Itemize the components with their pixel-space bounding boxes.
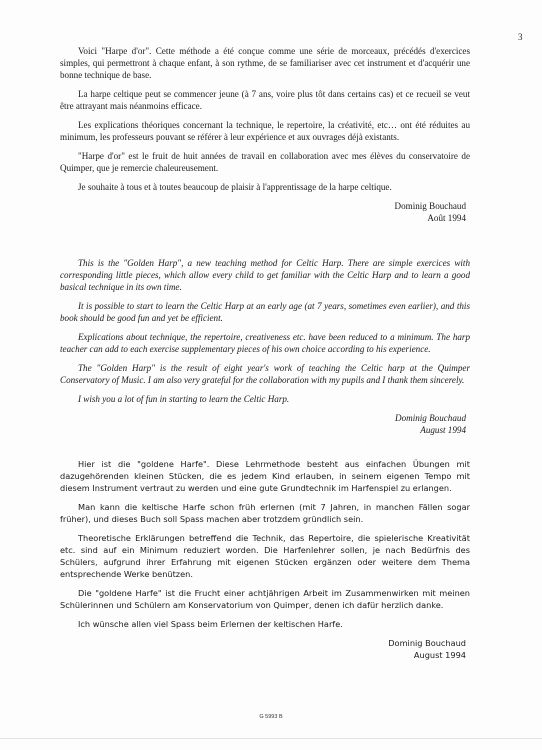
english-paragraph-2: It is possible to start to learn the Celtic Harp at an early age (at 7 years, sometimes even earlier), and this book should be good fun and yet be efficient. bbox=[60, 301, 470, 323]
english-paragraph-4: The "Golden Harp" is the result of eight year's work of teaching the Celtic harp at the Quimper Conservatory of Music. I am also very grateful for the collaboration with my pupils and I thank them sincerely. bbox=[60, 363, 470, 385]
english-signature-name: Dominig Bouchaud bbox=[395, 413, 466, 423]
german-paragraph-4: Die "goldene Harfe" ist die Frucht einer achtjährigen Arbeit im Zusammenwirken mit meinen Schülerinnen und Schülern am Konservatorium von Quimper, denen ich dafür herzlich danke. bbox=[60, 588, 470, 610]
english-paragraph-3: Explications about technique, the repertoire, creativeness etc. have been reduced to a minimum. The harp teacher can add to each exercise supplementary pieces of his own choice according to his experience. bbox=[60, 332, 470, 354]
scan-edge-line bbox=[0, 738, 542, 739]
english-paragraph-5: I wish you a lot of fun in starting to learn the Celtic Harp. bbox=[78, 394, 290, 404]
german-signature-date: August 1994 bbox=[413, 650, 466, 660]
french-paragraph-4: "Harpe d'or" est le fruit de huit années de travail en collaboration avec mes élèves du conservatoire de Quimper, que je remercie chaleureusement. bbox=[60, 151, 470, 173]
german-paragraph-3: Theoretische Erklärungen betreffend die Technik, das Repertoire, die spielerische Kreativität etc. sind auf ein Minimum reduziert worden. Die Harfenlehrer sollen, je nach Bedürfnis des Schülers, aufgrund ihrer Erfahrung mit eigenen Stücken ergänzen oder weitere dem Thema entsprechende Werke benützen. bbox=[60, 533, 470, 579]
english-section bbox=[60, 257, 470, 436]
french-paragraph-5: Je souhaite à tous et à toutes beaucoup de plaisir à l'apprentissage de la harpe celtique. bbox=[78, 182, 392, 192]
german-section bbox=[60, 458, 470, 661]
french-section bbox=[60, 45, 470, 224]
german-paragraph-5: Ich wünsche allen viel Spass beim Erlernen der keltischen Harfe. bbox=[78, 619, 343, 629]
english-signature-date: August 1994 bbox=[420, 425, 466, 435]
german-paragraph-2: Man kann die keltische Harfe schon früh erlernen (mit 7 Jahren, in manchen Fällen sogar früher), und dieses Buch soll Spass machen aber trotzdem gründlich sein. bbox=[60, 502, 470, 524]
catalog-code: G 5993 B bbox=[259, 714, 283, 720]
french-paragraph-1: Voici "Harpe d'or". Cette méthode a été conçue comme une série de morceaux, précédés d'exercices simples, qui permettront à chaque enfant, à son rythme, de se familiariser avec cet instrument et d'acquérir une bonne technique de base. bbox=[60, 46, 470, 80]
french-signature-date: Août 1994 bbox=[427, 213, 466, 223]
french-paragraph-3: Les explications théoriques concernant la technique, le repertoire, la créativité, etc… ont été réduites au minimum, les professeurs pouvant se référer à leur expérience et aux ouvrages déjà existants. bbox=[60, 120, 470, 142]
english-paragraph-1: This is the "Golden Harp", a new teaching method for Celtic Harp. There are simple exercices with corresponding little pieces, which allow every child to get familiar with the Celtic Harp and to learn a good basical technique in its own time. bbox=[60, 258, 470, 292]
french-signature-name: Dominig Bouchaud bbox=[394, 201, 466, 211]
german-paragraph-1: Hier ist die "goldene Harfe". Diese Lehrmethode besteht aus einfachen Übungen mit dazugehörenden kleinen Stücken, die es jedem Kind erlauben, in seinem eigenen Tempo mit diesem Instrument vertraut zu werden und eine gute Grundtechnik im Harfenspiel zu erlangen. bbox=[60, 459, 470, 493]
german-signature-name: Dominig Bouchaud bbox=[388, 638, 466, 648]
french-paragraph-2: La harpe celtique peut se commencer jeune (à 7 ans, voire plus tôt dans certains cas) et ce recueil se veut être attrayant mais néanmoins efficace. bbox=[60, 89, 470, 111]
page-number: 3 bbox=[518, 32, 523, 42]
